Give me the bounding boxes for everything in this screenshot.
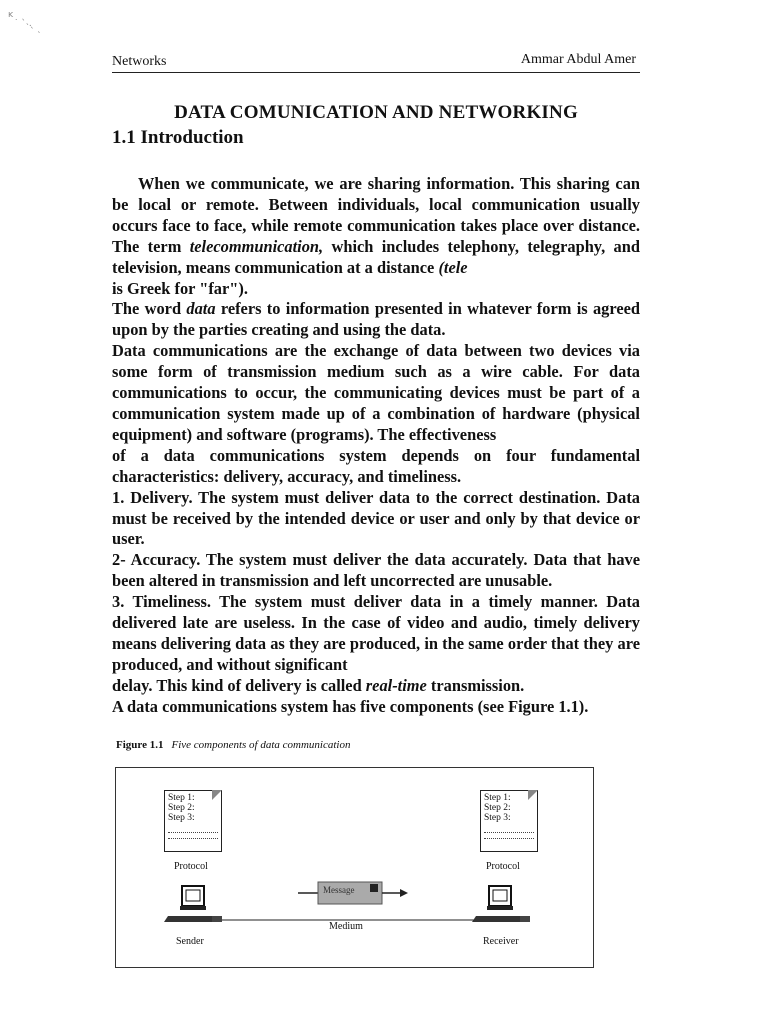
text-emphasis: telecommunication, bbox=[189, 236, 324, 256]
paragraph: 1. Delivery. The system must deliver data to the correct destination. Data must be received by the intended device or user and only by that device or user. bbox=[112, 487, 640, 549]
paragraph: 3. Timeliness. The system must deliver data in a timely manner. Data delivered late are useless. In the case of video and audio, timely delivery means delivering data as they are produced, in the same order that they are produced, and without significant bbox=[112, 592, 640, 674]
text-run: delay. This kind of delivery is called bbox=[112, 675, 366, 695]
figure-caption bbox=[116, 739, 351, 751]
text-run: which includes telephony, telegraphy, and television, means communication at a distance bbox=[112, 236, 640, 277]
receiver-computer-icon bbox=[472, 886, 530, 922]
paragraph bbox=[112, 676, 640, 697]
scan-artifact: ˋ ˴ bbox=[30, 27, 41, 37]
scan-artifact: ˙ ˋ˴. bbox=[14, 19, 32, 29]
step-label: Step 2: bbox=[168, 803, 195, 813]
figure-caption-text: Five components of data communication bbox=[171, 739, 351, 751]
text-run: The word bbox=[112, 299, 187, 319]
paragraph: of a data communications system depends on four fundamental characteristics: delivery, accuracy, and timeliness. bbox=[112, 445, 640, 486]
page-title: DATA COMUNICATION AND NETWORKING bbox=[174, 102, 578, 123]
figure-diagram bbox=[115, 767, 594, 968]
step-label: Step 1: bbox=[484, 793, 511, 803]
medium-label: Medium bbox=[329, 921, 363, 932]
sender-label: Sender bbox=[176, 936, 204, 947]
figure-number: Figure 1.1 bbox=[116, 739, 164, 751]
message-label: Message bbox=[323, 885, 355, 895]
paragraph: Data communications are the exchange of data between two devices via some form of transmission medium such as a wire cable. For data communications to occur, the communicating devices must be part of a communication system made up of a combination of hardware (physical equipment) and software (programs). The effectiveness bbox=[112, 341, 640, 444]
paragraph: is Greek for "far"). bbox=[112, 278, 248, 298]
text-run: When we communicate, we are sharing information. This sharing can be local or remote. Between individuals, local communication usually occurs face to face, while remote communication takes place over distance. The term bbox=[112, 174, 640, 256]
paragraph: 2- Accuracy. The system must deliver the data accurately. Data that have been altered in transmission and left uncorrected are unusable. bbox=[112, 550, 640, 591]
text-run: transmission. bbox=[426, 675, 525, 695]
paragraph bbox=[112, 174, 640, 279]
protocol-label-right: Protocol bbox=[486, 861, 520, 872]
body-text bbox=[112, 174, 640, 718]
step-label: Step 2: bbox=[484, 803, 511, 813]
text-run: refers to information presented in whatever form is agreed upon by the parties creating and using the data. bbox=[112, 299, 640, 340]
page-header bbox=[112, 52, 640, 73]
paragraph bbox=[112, 299, 640, 341]
step-label: Step 1: bbox=[168, 793, 195, 803]
section-heading: 1.1 Introduction bbox=[112, 127, 244, 148]
sender-computer-icon bbox=[164, 886, 222, 922]
protocol-label-left: Protocol bbox=[174, 861, 208, 872]
paragraph: A data communications system has five components (see Figure 1.1). bbox=[112, 696, 589, 716]
receiver-label: Receiver bbox=[483, 936, 519, 947]
header-left: Networks bbox=[112, 54, 167, 69]
text-emphasis: (tele bbox=[438, 257, 468, 277]
scan-artifact: ĸ bbox=[8, 10, 14, 20]
step-label: Step 3: bbox=[168, 813, 195, 823]
step-label: Step 3: bbox=[484, 813, 511, 823]
text-emphasis: real-time bbox=[365, 675, 427, 695]
text-emphasis: data bbox=[186, 299, 216, 319]
header-right: Ammar Abdul Amer bbox=[520, 52, 636, 67]
